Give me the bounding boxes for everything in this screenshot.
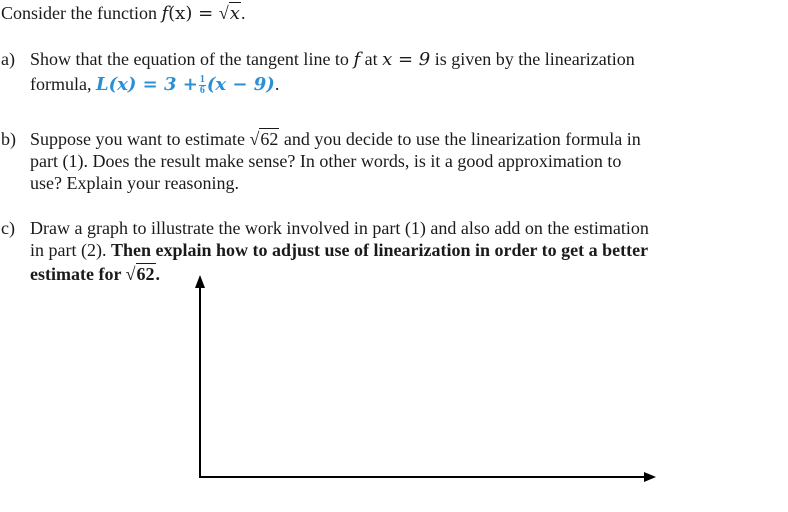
part-c-period: . <box>155 264 161 284</box>
part-c-marker: c) <box>1 218 15 238</box>
part-a-linearization: L(x) = 3 + <box>95 74 198 95</box>
fraction-numerator: 1 <box>199 74 205 86</box>
part-a-linearization-tail: (x − 9) <box>206 74 275 95</box>
x-axis-arrowhead <box>644 472 656 482</box>
part-b-marker: b) <box>1 129 16 149</box>
part-b-line-2: part (1). Does the result make sense? In other words, is it a good approximation to <box>30 151 622 171</box>
part-c-line-1: Draw a graph to illustrate the work involved in part (1) and also add on the estimation <box>30 218 649 238</box>
part-a-at: at <box>364 49 378 69</box>
part-c-radical: √ <box>125 264 136 284</box>
fraction-denominator: 6 <box>199 85 205 97</box>
part-c-text-bold: Then explain how to adjust use of linearization in order to get a better <box>110 240 649 260</box>
intro-text: Consider the function <box>1 3 162 23</box>
part-a-marker: a) <box>1 49 15 69</box>
part-a-text-1: Show that the equation of the tangent line to <box>30 49 349 69</box>
part-c-text-normal: in part (2). <box>30 240 111 260</box>
part-a-f: f <box>353 49 361 70</box>
part-a-x-eq: x = 9 <box>382 49 431 70</box>
intro-radical: √ <box>218 3 229 23</box>
intro-radicand: x <box>229 3 240 24</box>
part-b-radicand: 62 <box>260 129 279 149</box>
part-b-radical: √ <box>249 129 260 149</box>
part-b-line-3: use? Explain your reasoning. <box>30 173 239 193</box>
part-a-period: . <box>274 74 280 94</box>
intro-function-arg: (x) <box>168 3 193 24</box>
part-b-text-2: and you decide to use the linearization formula in <box>279 129 641 149</box>
part-b-text-1: Suppose you want to estimate <box>30 129 250 149</box>
part-c-text-3: estimate for <box>30 264 126 284</box>
part-c-radicand: 62 <box>136 264 155 284</box>
intro-function-name: f <box>161 3 169 24</box>
part-a-text-2: is given by the linearization <box>434 49 635 69</box>
intro-equals: = <box>192 3 219 24</box>
y-axis-arrowhead <box>195 275 205 288</box>
part-a-formula-label: formula, <box>30 74 96 94</box>
intro-period: . <box>240 3 246 23</box>
